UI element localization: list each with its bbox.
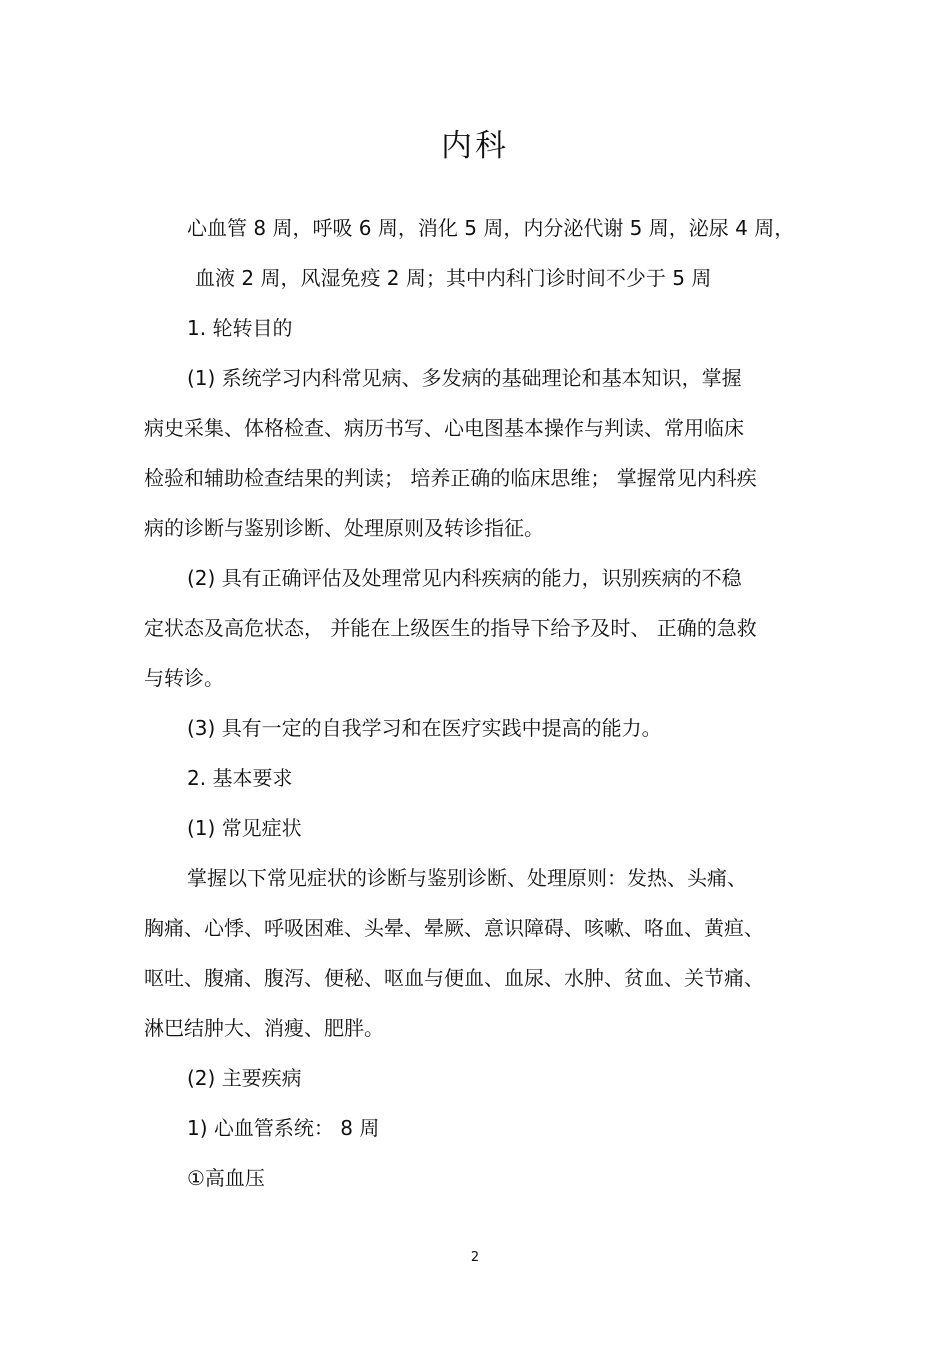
paragraph-line-purpose-1-cont-1: 病史采集、体格检查、病历书写、心电图基本操作与判读、常用临床 [144, 416, 744, 440]
paragraph-line-purpose-2-cont-2: 与转诊。 [144, 666, 224, 690]
paragraph-line-purpose-2-cont-1: 定状态及高危状态， 并能在上级医生的指导下给予及时、 正确的急救 [144, 616, 757, 640]
paragraph-line-rotation-schedule-cont: 血液 2 周，风湿免疫 2 周；其中内科门诊时间不少于 5 周 [195, 266, 712, 290]
paragraph-line-purpose-3: (3) 具有一定的自我学习和在医疗实践中提高的能力。 [187, 716, 662, 740]
list-item-hypertension: ①高血压 [187, 1166, 265, 1190]
section-heading-rotation-purpose: 1. 轮转目的 [187, 316, 293, 340]
paragraph-line-purpose-1-cont-3: 病的诊断与鉴别诊断、处理原则及转诊指征。 [144, 516, 544, 540]
paragraph-line-symptoms-cont-1: 胸痛、心悸、呼吸困难、头晕、晕厥、意识障碍、咳嗽、咯血、黄疸、 [144, 916, 764, 940]
paragraph-line-symptoms: 掌握以下常见症状的诊断与鉴别诊断、处理原则：发热、头痛、 [187, 866, 747, 890]
subsection-heading-main-diseases: (2) 主要疾病 [187, 1066, 302, 1090]
paragraph-line-purpose-1: (1) 系统学习内科常见病、多发病的基础理论和基本知识，掌握 [187, 366, 742, 390]
document-title: 内科 [441, 128, 509, 164]
section-heading-basic-requirements: 2. 基本要求 [187, 766, 293, 790]
paragraph-line-purpose-2: (2) 具有正确评估及处理常见内科疾病的能力，识别疾病的不稳 [187, 566, 742, 590]
paragraph-line-symptoms-cont-2: 呕吐、腹痛、腹泻、便秘、呕血与便血、血尿、水肿、贫血、关节痛、 [144, 966, 764, 990]
paragraph-line-rotation-schedule: 心血管 8 周，呼吸 6 周，消化 5 周，内分泌代谢 5 周，泌尿 4 周， [187, 216, 795, 240]
paragraph-line-symptoms-cont-3: 淋巴结肿大、消瘦、肥胖。 [144, 1016, 384, 1040]
subsection-heading-common-symptoms: (1) 常见症状 [187, 816, 302, 840]
paragraph-line-purpose-1-cont-2: 检验和辅助检查结果的判读； 培养正确的临床思维； 掌握常见内科疾 [144, 466, 757, 490]
list-item-cardiovascular-system: 1) 心血管系统： 8 周 [187, 1116, 380, 1140]
page-number: 2 [470, 1250, 480, 1265]
